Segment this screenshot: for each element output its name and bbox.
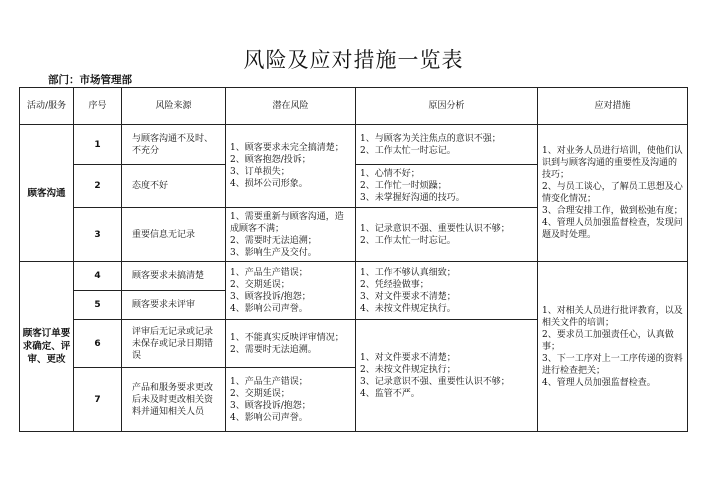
activity-cell: 顾客订单要求确定、评审、更改 xyxy=(20,262,74,432)
list-item: 1、不能真实反映评审情况； xyxy=(230,332,344,343)
list-item: 2、工作太忙一时忘记。 xyxy=(360,235,456,246)
department-label: 部门：市场管理部 xyxy=(48,74,132,86)
measures-cell xyxy=(538,262,688,432)
row-number: 7 xyxy=(74,368,122,432)
row-number: 5 xyxy=(74,291,122,320)
list-item: 2、未按文件规定执行； xyxy=(360,364,456,375)
risk-source: 重要信息无记录 xyxy=(122,208,226,262)
list-item: 4、损坏公司形象。 xyxy=(230,179,308,189)
list-item: 4、监管不严。 xyxy=(360,388,420,399)
list-item: 4、管理人员加强监督检查。 xyxy=(542,377,656,388)
list-item: 3、对文件要求不清楚； xyxy=(360,291,456,302)
cause-cell xyxy=(356,262,538,320)
list-item: 1、产品生产错误； xyxy=(230,376,308,387)
list-item: 3、影响生产及交付。 xyxy=(230,247,317,258)
list-item: 1、工作不够认真细致； xyxy=(360,267,456,278)
cause-cell xyxy=(356,320,538,432)
page-title: 风险及应对措施一览表 xyxy=(243,48,464,72)
list-item: 2、需要时无法追溯； xyxy=(230,235,317,246)
potential-risk-cell xyxy=(226,262,356,320)
row-number: 4 xyxy=(74,262,122,291)
table-row xyxy=(20,262,688,291)
list-item: 2、工作太忙一时忘记。 xyxy=(360,145,456,156)
list-item: 2、交期延误； xyxy=(230,388,290,399)
list-item: 4、管理人员加强监督检查，发现问题及时处理。 xyxy=(542,218,683,240)
row-number: 6 xyxy=(74,320,122,368)
list-item: 2、交期延误； xyxy=(230,279,290,290)
risk-source: 顾客要求未搞清楚 xyxy=(122,262,226,291)
list-item: 1、产品生产错误； xyxy=(230,267,308,278)
risk-source: 态度不好 xyxy=(122,165,226,208)
potential-risk-cell xyxy=(226,320,356,368)
header-risk-source: 风险来源 xyxy=(122,88,226,125)
list-item: 3、顾客投诉/抱怨； xyxy=(230,291,311,302)
list-item: 2、与员工谈心，了解员工思想及心情变化情况； xyxy=(542,182,683,204)
cause-cell xyxy=(356,208,538,262)
list-item: 1、顾客要求未完全搞清楚； xyxy=(230,143,344,153)
list-item: 3、订单损失； xyxy=(230,167,290,177)
list-item: 2、需要时无法追溯。 xyxy=(230,344,317,355)
activity-cell: 顾客沟通 xyxy=(20,125,74,262)
list-item: 1、对业务人员进行培训，使他们认识到与顾客沟通的重要性及沟通的技巧； xyxy=(542,146,683,180)
measures-cell xyxy=(538,125,688,262)
list-item: 3、记录意识不强、重要性认识不够； xyxy=(360,376,510,387)
header-cause-analysis: 原因分析 xyxy=(356,88,538,125)
list-item: 3、下一工序对上一工序传递的资料进行检查把关； xyxy=(542,353,683,376)
row-number: 1 xyxy=(74,125,122,165)
list-item: 3、合理安排工作，做到松弛有度； xyxy=(542,206,683,216)
header-activity: 活动/服务 xyxy=(20,88,74,125)
header-potential-risk: 潜在风险 xyxy=(226,88,356,125)
potential-risk-cell xyxy=(226,125,356,208)
list-item: 1、对相关人员进行批评教育，以及相关文件的培训； xyxy=(542,305,683,328)
list-item: 1、心情不好； xyxy=(360,169,420,179)
list-item: 4、未按文件规定执行。 xyxy=(360,303,456,314)
list-item: 3、顾客投诉/抱怨； xyxy=(230,400,311,411)
header-measures: 应对措施 xyxy=(538,88,688,125)
list-item: 2、要求员工加强责任心，认真做事； xyxy=(542,329,674,352)
row-number: 3 xyxy=(74,208,122,262)
list-item: 1、记录意识不强、重要性认识不够； xyxy=(360,223,510,234)
header-number: 序号 xyxy=(74,88,122,125)
list-item: 2、工作忙一时烦躁； xyxy=(360,181,447,191)
risk-source: 评审后无记录或记录未保存或记录日期错误 xyxy=(122,320,226,368)
potential-risk-cell xyxy=(226,368,356,432)
header-row xyxy=(20,88,688,125)
list-item: 4、影响公司声誉。 xyxy=(230,303,308,314)
list-item: 2、凭经验做事； xyxy=(360,279,429,290)
table-row xyxy=(20,125,688,165)
potential-risk-cell xyxy=(226,208,356,262)
row-number: 2 xyxy=(74,165,122,208)
risk-source: 顾客要求未评审 xyxy=(122,291,226,320)
risk-source: 与顾客沟通不及时、不充分 xyxy=(122,125,226,165)
list-item: 4、影响公司声誉。 xyxy=(230,412,308,423)
list-item: 3、未掌握好沟通的技巧。 xyxy=(360,193,465,203)
list-item: 1、需要重新与顾客沟通，造成顾客不满； xyxy=(230,211,344,234)
risk-source: 产品和服务要求更改后未及时更改相关资料并通知相关人员 xyxy=(122,368,226,432)
list-item: 1、对文件要求不清楚； xyxy=(360,352,456,363)
cause-cell xyxy=(356,165,538,208)
risk-table xyxy=(19,87,688,432)
list-item: 1、与顾客为关注焦点的意识不强； xyxy=(360,133,501,144)
cause-cell xyxy=(356,125,538,165)
list-item: 2、顾客抱怨/投诉； xyxy=(230,155,311,165)
